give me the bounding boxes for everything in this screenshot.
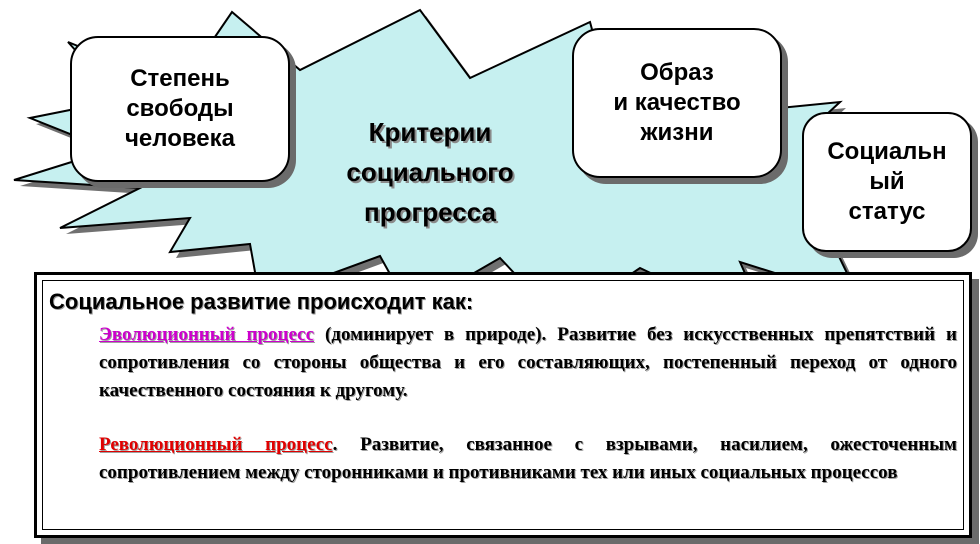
revolution-term: Революционный процесс (99, 434, 333, 455)
criterion-quality-box (572, 28, 782, 178)
evolution-term: Эволюционный процесс (99, 324, 315, 345)
criterion-status-label: Социальн ый статус (827, 138, 947, 225)
criterion-quality-label: Образ и качество жизни (613, 59, 741, 146)
criterion-status-box (802, 112, 972, 252)
evolution-text: (доминирует в природе). Развитие без искусственных препятствий и сопротивления со стороны общества и его составляющих, постепенный переход от одного качественного состояния к другому. (99, 324, 958, 401)
development-panel (34, 272, 972, 538)
center-title: Критерии социального прогресса (346, 117, 514, 227)
panel-inner-border (42, 280, 964, 530)
revolution-paragraph (99, 431, 957, 487)
revolution-text: . Развитие, связанное с взрывами, насилием, ожесточенным сопротивлением между сторонниками и противниками тех или иных социальных процессов (99, 434, 957, 483)
criterion-freedom-label: Степень свободы человека (124, 65, 235, 152)
criterion-freedom-box (70, 36, 290, 182)
evolution-paragraph (99, 321, 957, 405)
panel-heading: Социальное развитие происходит как: (49, 289, 474, 314)
